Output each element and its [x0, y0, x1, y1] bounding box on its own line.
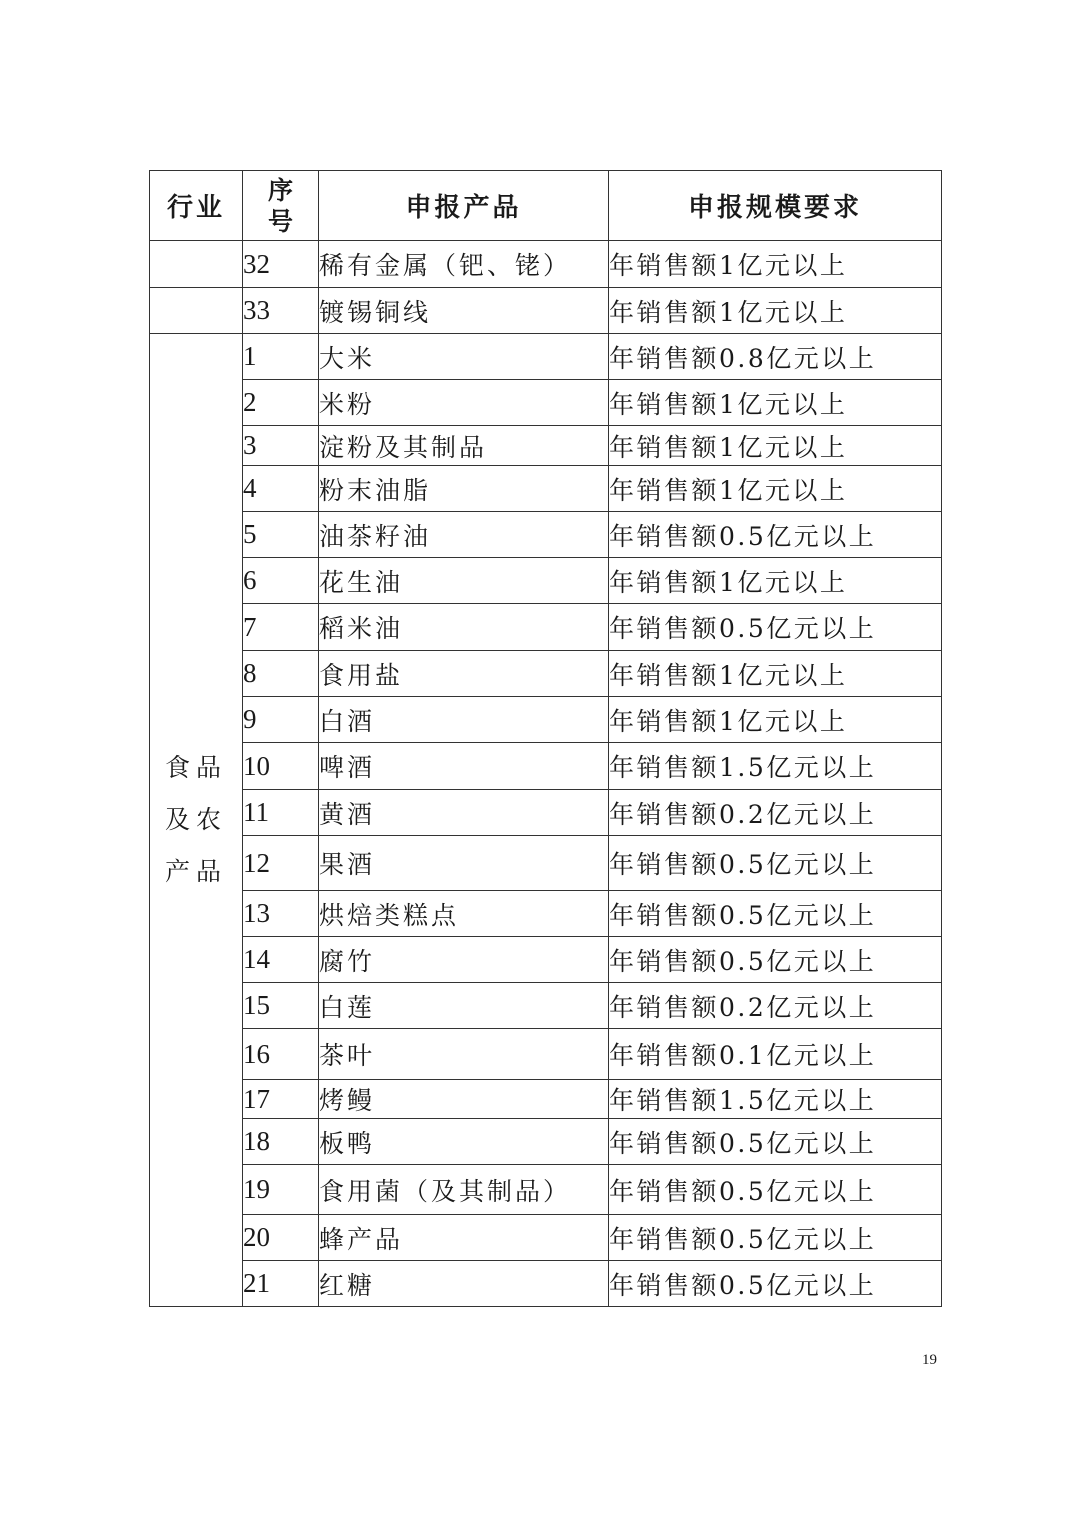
industry-line: 及农 — [164, 805, 227, 834]
header-product: 申报产品 — [319, 171, 609, 241]
seq-cell: 1 — [243, 334, 319, 380]
requirement-cell: 年销售额0.8亿元以上 — [609, 334, 942, 380]
header-seq-bottom: 号 — [267, 206, 293, 236]
requirement-cell: 年销售额0.5亿元以上 — [609, 891, 942, 937]
requirement-cell: 年销售额1亿元以上 — [609, 558, 942, 604]
industry-line: 食品 — [164, 753, 227, 782]
requirement-cell: 年销售额1.5亿元以上 — [609, 743, 942, 790]
product-cell: 腐竹 — [319, 937, 609, 983]
requirement-cell: 年销售额1亿元以上 — [609, 466, 942, 512]
table-row — [150, 1261, 942, 1307]
seq-cell: 18 — [243, 1119, 319, 1165]
product-cell: 食用菌（及其制品） — [319, 1165, 609, 1215]
product-cell: 米粉 — [319, 380, 609, 426]
table-row — [150, 743, 942, 790]
table-row — [150, 891, 942, 937]
requirement-cell: 年销售额1.5亿元以上 — [609, 1080, 942, 1119]
requirement-cell: 年销售额1亿元以上 — [609, 241, 942, 288]
requirement-cell: 年销售额1亿元以上 — [609, 426, 942, 466]
requirement-cell: 年销售额0.5亿元以上 — [609, 604, 942, 651]
product-cell: 淀粉及其制品 — [319, 426, 609, 466]
seq-cell: 13 — [243, 891, 319, 937]
table-row — [150, 604, 942, 651]
seq-cell: 12 — [243, 836, 319, 891]
product-cell: 果酒 — [319, 836, 609, 891]
seq-cell: 11 — [243, 790, 319, 836]
industry-cell-food — [150, 334, 243, 1307]
product-cell: 红糖 — [319, 1261, 609, 1307]
seq-cell: 21 — [243, 1261, 319, 1307]
product-cell: 烤鳗 — [319, 1080, 609, 1119]
product-cell: 板鸭 — [319, 1119, 609, 1165]
page-number: 19 — [922, 1352, 937, 1368]
table-row — [150, 983, 942, 1029]
seq-cell: 6 — [243, 558, 319, 604]
product-cell: 黄酒 — [319, 790, 609, 836]
industry-cell-empty — [150, 241, 243, 288]
seq-cell: 20 — [243, 1215, 319, 1261]
requirement-cell: 年销售额0.2亿元以上 — [609, 983, 942, 1029]
table-row — [150, 651, 942, 697]
product-cell: 食用盐 — [319, 651, 609, 697]
header-row — [150, 171, 942, 241]
seq-cell: 2 — [243, 380, 319, 426]
seq-cell: 3 — [243, 426, 319, 466]
requirement-cell: 年销售额0.5亿元以上 — [609, 1165, 942, 1215]
requirement-cell: 年销售额0.5亿元以上 — [609, 836, 942, 891]
table-row — [150, 1119, 942, 1165]
requirement-cell: 年销售额1亿元以上 — [609, 288, 942, 334]
seq-cell: 8 — [243, 651, 319, 697]
seq-cell: 10 — [243, 743, 319, 790]
requirement-cell: 年销售额1亿元以上 — [609, 697, 942, 743]
table-row — [150, 1215, 942, 1261]
table-row — [150, 426, 942, 466]
table-row — [150, 836, 942, 891]
seq-cell: 4 — [243, 466, 319, 512]
requirement-cell: 年销售额0.1亿元以上 — [609, 1029, 942, 1080]
requirement-cell: 年销售额0.5亿元以上 — [609, 512, 942, 558]
seq-cell: 5 — [243, 512, 319, 558]
requirement-cell: 年销售额1亿元以上 — [609, 651, 942, 697]
product-cell: 蜂产品 — [319, 1215, 609, 1261]
industry-cell-empty — [150, 288, 243, 334]
product-cell: 茶叶 — [319, 1029, 609, 1080]
table-row — [150, 288, 942, 334]
product-cell: 大米 — [319, 334, 609, 380]
product-cell: 白酒 — [319, 697, 609, 743]
seq-cell: 32 — [243, 241, 319, 288]
requirement-cell: 年销售额1亿元以上 — [609, 380, 942, 426]
seq-cell: 14 — [243, 937, 319, 983]
header-seq — [243, 171, 319, 241]
product-cell: 粉末油脂 — [319, 466, 609, 512]
product-cell: 花生油 — [319, 558, 609, 604]
product-cell: 烘焙类糕点 — [319, 891, 609, 937]
product-cell: 啤酒 — [319, 743, 609, 790]
requirement-cell: 年销售额0.5亿元以上 — [609, 1119, 942, 1165]
header-requirement: 申报规模要求 — [609, 171, 942, 241]
table-row — [150, 790, 942, 836]
header-industry: 行业 — [150, 171, 243, 241]
seq-cell: 33 — [243, 288, 319, 334]
table-row — [150, 512, 942, 558]
table-row — [150, 697, 942, 743]
table-row — [150, 1029, 942, 1080]
requirement-cell: 年销售额0.2亿元以上 — [609, 790, 942, 836]
seq-cell: 17 — [243, 1080, 319, 1119]
seq-cell: 16 — [243, 1029, 319, 1080]
requirements-table — [149, 170, 942, 1307]
product-cell: 白莲 — [319, 983, 609, 1029]
product-cell: 稻米油 — [319, 604, 609, 651]
header-seq-top: 序 — [267, 175, 293, 205]
product-cell: 油茶籽油 — [319, 512, 609, 558]
seq-cell: 7 — [243, 604, 319, 651]
table-row — [150, 1165, 942, 1215]
table-row — [150, 558, 942, 604]
seq-cell: 19 — [243, 1165, 319, 1215]
table-row — [150, 937, 942, 983]
product-cell: 稀有金属（钯、铑） — [319, 241, 609, 288]
table-row — [150, 1080, 942, 1119]
requirement-cell: 年销售额0.5亿元以上 — [609, 1261, 942, 1307]
industry-line: 产品 — [164, 857, 227, 886]
requirement-cell: 年销售额0.5亿元以上 — [609, 937, 942, 983]
seq-cell: 15 — [243, 983, 319, 1029]
requirement-cell: 年销售额0.5亿元以上 — [609, 1215, 942, 1261]
table-row — [150, 241, 942, 288]
product-cell: 镀锡铜线 — [319, 288, 609, 334]
table-row — [150, 334, 942, 380]
table-row — [150, 380, 942, 426]
seq-cell: 9 — [243, 697, 319, 743]
table-row — [150, 466, 942, 512]
